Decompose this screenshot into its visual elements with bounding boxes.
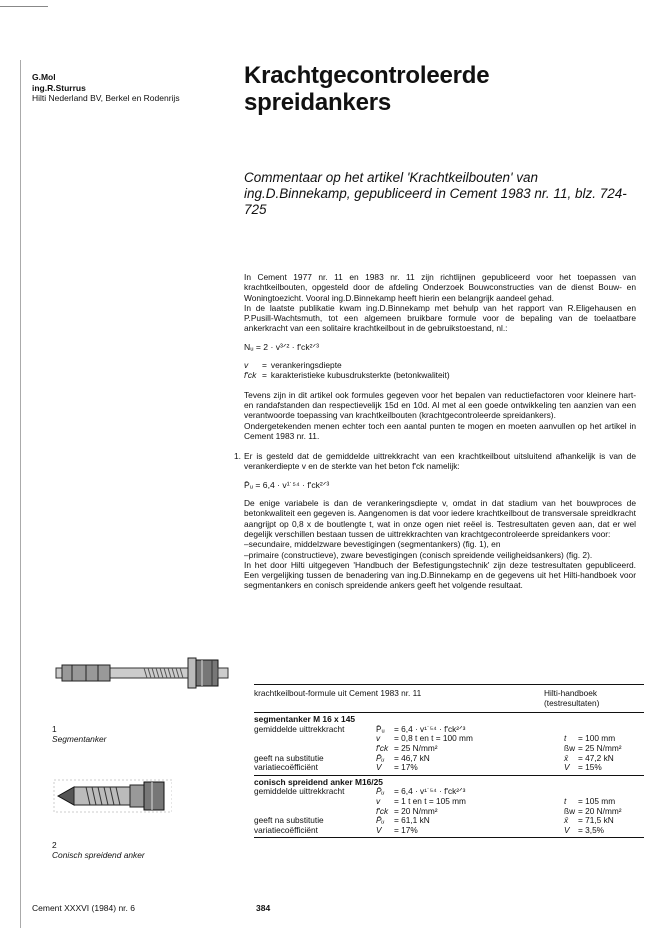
row-value: = 6,4 · v¹˙⁵⁴ · f'ck²ᐟ³ xyxy=(394,723,466,734)
row-label: gemiddelde uittrekkracht xyxy=(254,723,345,734)
table-section-conisch xyxy=(254,776,644,839)
comparison-table xyxy=(254,684,644,838)
row-hilti-symbol: V xyxy=(564,762,570,773)
row-hilti-value: = 25 N/mm² xyxy=(578,742,622,753)
row-symbol: v xyxy=(376,733,381,744)
table-section-segmentanker xyxy=(254,713,644,776)
item-number: 1. xyxy=(234,451,241,462)
section-heading: conisch spreidend anker M16/25 xyxy=(254,776,383,787)
paragraph-3: De enige variabele is dan de verankeringsdiepte v, omdat in dat stadium van het bouwproces de betonkwaliteit een gegeven is. Aangenomen is dat voor iedere krachtkeilbout de transversale spreidkracht aangrijpt op 0,8 x de boutlengte t, wat in onze ogen niet reëel is. Testresultaten geven aan, dat er wel degelijk verschillen bestaan tussen de uittrekkrachten van krachtgecontroleerde spreidankers voor: xyxy=(244,498,636,539)
row-hilti-symbol: ßw xyxy=(564,742,576,753)
definition-text: karakteristieke kubusdruksterkte (betonkwaliteit) xyxy=(270,370,450,381)
figure-1-label: Segmentanker xyxy=(52,734,107,744)
article-subtitle: Commentaar op het artikel 'Krachtkeilbouten' van ing.D.Binnekamp, gepubliceerd in Cement 1983 nr. 11, blz. 724-725 xyxy=(244,170,627,217)
table-row xyxy=(254,763,644,773)
section-heading: segmentanker M 16 x 145 xyxy=(254,714,356,725)
row-hilti-value: = 100 mm xyxy=(578,733,616,744)
table-row xyxy=(254,826,644,836)
paragraph-2b: Ondergetekenden menen echter toch een aantal punten te mogen en moeten aanvullen op het artikel in Cement 1983 nr. 11. xyxy=(244,420,636,441)
row-label: variatiecoëfficiënt xyxy=(254,762,318,773)
row-value: = 0,8 t en t = 100 mm xyxy=(394,733,473,744)
paragraph-1b: In de laatste publikatie kwam ing.D.Binnekamp met behulp van het rapport van R.Eligehausen en P.Pusill-Wachtsmuth, tot een algemeen bruikbare formule voor de bepaling van de toelaatbare ankerkracht van een solitaire krachtkeilbout in de gebruikstoestand, nl.: xyxy=(244,302,636,334)
dash-item-1: –secundaire, middelzware bevestigingen (segmentankers) (fig. 1), en xyxy=(244,539,501,550)
numbered-item-1 xyxy=(234,451,636,472)
row-symbol: v xyxy=(376,795,381,806)
row-value: = 1 t en t = 105 mm xyxy=(394,795,466,806)
definition-text: verankeringsdiepte xyxy=(270,360,342,371)
definition-symbol: f'ck xyxy=(244,370,257,381)
row-label: gemiddelde uittrekkracht xyxy=(254,786,345,797)
row-hilti-value: = 15% xyxy=(578,762,602,773)
definition-eq: = xyxy=(262,360,267,371)
definition-eq: = xyxy=(262,370,267,381)
paragraph-1a: In Cement 1977 nr. 11 en 1983 nr. 11 zijn richtlijnen gepubliceerd voor het toepassen van krachtkeilbouten, opgesteld door de afdeling Onderzoek Bouwconstructies van de dienst Bouw- en Woningtoezicht. Vooral ing.D.Binnekamp heeft hierin een belangrijk aandeel gehad. xyxy=(244,272,636,303)
item-text: Er is gesteld dat de gemiddelde uittrekkracht van een krachtkeilbout uitsluitend afhankelijk is van de verankerdiepte v en de sterkte van het beton f'ck namelijk: xyxy=(244,451,636,472)
row-label: geeft na substitutie xyxy=(254,815,324,826)
title-line-1: Krachtgecontroleerde xyxy=(244,62,490,89)
table-header-right: Hilti-handboek (testresultaten) xyxy=(544,688,600,708)
row-symbol: V xyxy=(376,762,382,773)
row-hilti-symbol xyxy=(564,725,578,735)
definition-row xyxy=(244,370,454,380)
row-label: variatiecoëfficiënt xyxy=(254,824,318,835)
author-name-1: G.Mol xyxy=(32,72,56,82)
row-symbol: f'ck xyxy=(376,805,389,816)
author-name-2: ing.R.Sturrus xyxy=(32,82,86,93)
row-hilti-symbol xyxy=(564,787,578,797)
title-line-2: spreidankers xyxy=(244,89,392,116)
author-affiliation: Hilti Nederland BV, Berkel en Rodenrijs xyxy=(32,93,180,103)
segment-anchor-illustration xyxy=(52,652,242,696)
formula-nu: Nᵤ = 2 · v³ᐟ² · f'ck²ᐟ³ xyxy=(244,341,319,352)
row-value: = 61,1 kN xyxy=(394,815,430,826)
figure-1-caption xyxy=(52,724,106,744)
row-hilti-symbol: V xyxy=(564,824,570,835)
formula-pu: P̄ᵤ = 6,4 · v¹˙⁵⁴ · f'ck²ᐟ³ xyxy=(244,479,330,490)
figure-1-number: 1 xyxy=(52,724,57,734)
row-value: = 46,7 kN xyxy=(394,752,430,763)
table-header-left: krachtkeilbout-formule uit Cement 1983 nr. 11 xyxy=(254,688,422,698)
conical-anchor-illustration xyxy=(52,776,172,816)
row-symbol: f'ck xyxy=(376,742,389,753)
paragraph-2a: Tevens zijn in dit artikel ook formules gegeven voor het bepalen van reductiefactoren voor kleinere hart- en randafstanden dan respectievelijk 15d en 10d. Al met al een goede ontwikkeling ten aanzien van een verantwoorde toepassing van krachtkeilbouten (krachtgecontroleerde spreidankers). xyxy=(244,389,636,421)
row-value: = 25 N/mm² xyxy=(394,742,438,753)
row-label xyxy=(254,797,376,807)
author-block xyxy=(32,72,180,104)
definition-symbol: v xyxy=(244,360,249,371)
definition-row xyxy=(244,360,454,370)
row-symbol: P̄ᵤ xyxy=(376,752,385,763)
row-hilti-value: = 71,5 kN xyxy=(578,815,614,826)
figure-2-number: 2 xyxy=(52,840,57,850)
figure-2-caption xyxy=(52,840,145,860)
row-hilti-symbol: ßw xyxy=(564,805,576,816)
row-hilti-value: = 20 N/mm² xyxy=(578,805,622,816)
row-value: = 20 N/mm² xyxy=(394,805,438,816)
page-number: 384 xyxy=(256,903,271,913)
journal-footer: Cement XXXVI (1984) nr. 6 xyxy=(32,903,135,913)
paragraph-4: In het door Hilti uitgegeven 'Handbuch der Befestigungstechnik' zijn deze testresultaten gepubliceerd. Een vergelijking tussen de benadering van ing.D.Binnekamp en de gegevens uit het Hilti-handboek voor segmentankers en conisch spreidende ankers geeft het volgende resultaat. xyxy=(244,559,636,591)
table-header xyxy=(254,684,644,713)
row-value: = 17% xyxy=(394,762,418,773)
row-symbol: V xyxy=(376,824,382,835)
row-hilti-value: = 3,5% xyxy=(578,824,605,835)
top-rule xyxy=(0,6,48,7)
row-symbol: P̄ᵤ xyxy=(376,815,385,826)
row-label: geeft na substitutie xyxy=(254,752,324,763)
figure-2-label: Conisch spreidend anker xyxy=(52,850,145,860)
row-hilti-value: = 105 mm xyxy=(578,795,616,806)
row-label xyxy=(254,734,376,744)
row-hilti-symbol: x̄ xyxy=(564,815,569,826)
definition-list xyxy=(244,360,454,381)
row-symbol: P̄ᵤ xyxy=(376,786,385,797)
row-hilti-symbol: x̄ xyxy=(564,752,569,763)
row-symbol: P̄ᵤ xyxy=(376,723,385,734)
dash-item-2: –primaire (constructieve), zware bevestigingen (conisch spreidende veiligheidsankers) (fig. 2). xyxy=(244,549,593,560)
row-hilti-symbol: t xyxy=(564,733,567,744)
row-hilti-value: = 47,2 kN xyxy=(578,752,614,763)
article-title xyxy=(244,62,644,116)
body-text xyxy=(234,272,636,591)
margin-line xyxy=(20,60,21,928)
row-value: = 6,4 · v¹˙⁵⁴ · f'ck²ᐟ³ xyxy=(394,786,466,797)
row-hilti-symbol: t xyxy=(564,795,567,806)
row-value: = 17% xyxy=(394,824,418,835)
